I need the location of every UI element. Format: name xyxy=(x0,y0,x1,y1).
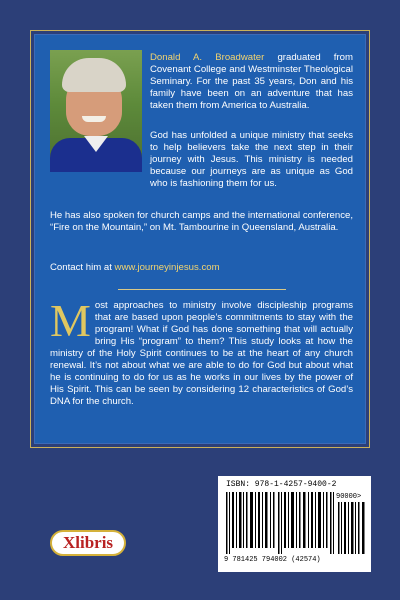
author-name: Donald A. Broadwater xyxy=(150,52,265,63)
author-bio xyxy=(150,52,353,112)
drop-cap: M xyxy=(50,295,91,346)
speaking-paragraph: He has also spoken for church camps and the international conference, “Fire on the Mountain,” on Mt. Tambourine in Queensland, Australia. xyxy=(50,210,353,233)
blurb-text: ost approaches to ministry involve discipleship programs that are based upon people’s commitments to stay with the program! What if God has done something that will actually bring His “program” to them? This study looks at how the ministry of the Holy Spirit continues to be at the heart of any church renewal. It’s not about what we are able to do for God but about what he is continuing to do for us as he works in our lives by the power of His Spirit. This can be seen by considering 12 characteristics of God’s DNA for the church. xyxy=(50,300,353,407)
barcode-icon xyxy=(226,492,334,554)
isbn-text: ISBN: 978-1-4257-9400-2 xyxy=(226,480,337,489)
book-blurb xyxy=(50,295,353,408)
contact-url[interactable]: www.journeyinjesus.com xyxy=(114,262,220,273)
contact-line xyxy=(50,262,353,274)
author-photo xyxy=(50,50,142,172)
ministry-paragraph: God has unfolded a unique ministry that seeks to help believers take the next step in their journey with Jesus. This ministry is needed because our journeys are as unique as God who is fashioning them for us. xyxy=(150,130,353,189)
barcode-digits: 9 781425 794002 (42574) xyxy=(224,556,321,564)
price-barcode-icon xyxy=(338,502,366,554)
price-code: 90000> xyxy=(336,493,362,501)
publisher-logo: Xlibris xyxy=(50,530,126,556)
isbn-barcode-box xyxy=(218,476,371,572)
contact-label: Contact him at xyxy=(50,262,112,273)
author-bio-text: graduated from Covenant College and Westminster Theological Seminary. For the past 35 years, Don and his family have been on an adventure that has taken them from America to Australia. xyxy=(150,52,353,111)
divider xyxy=(118,289,286,290)
